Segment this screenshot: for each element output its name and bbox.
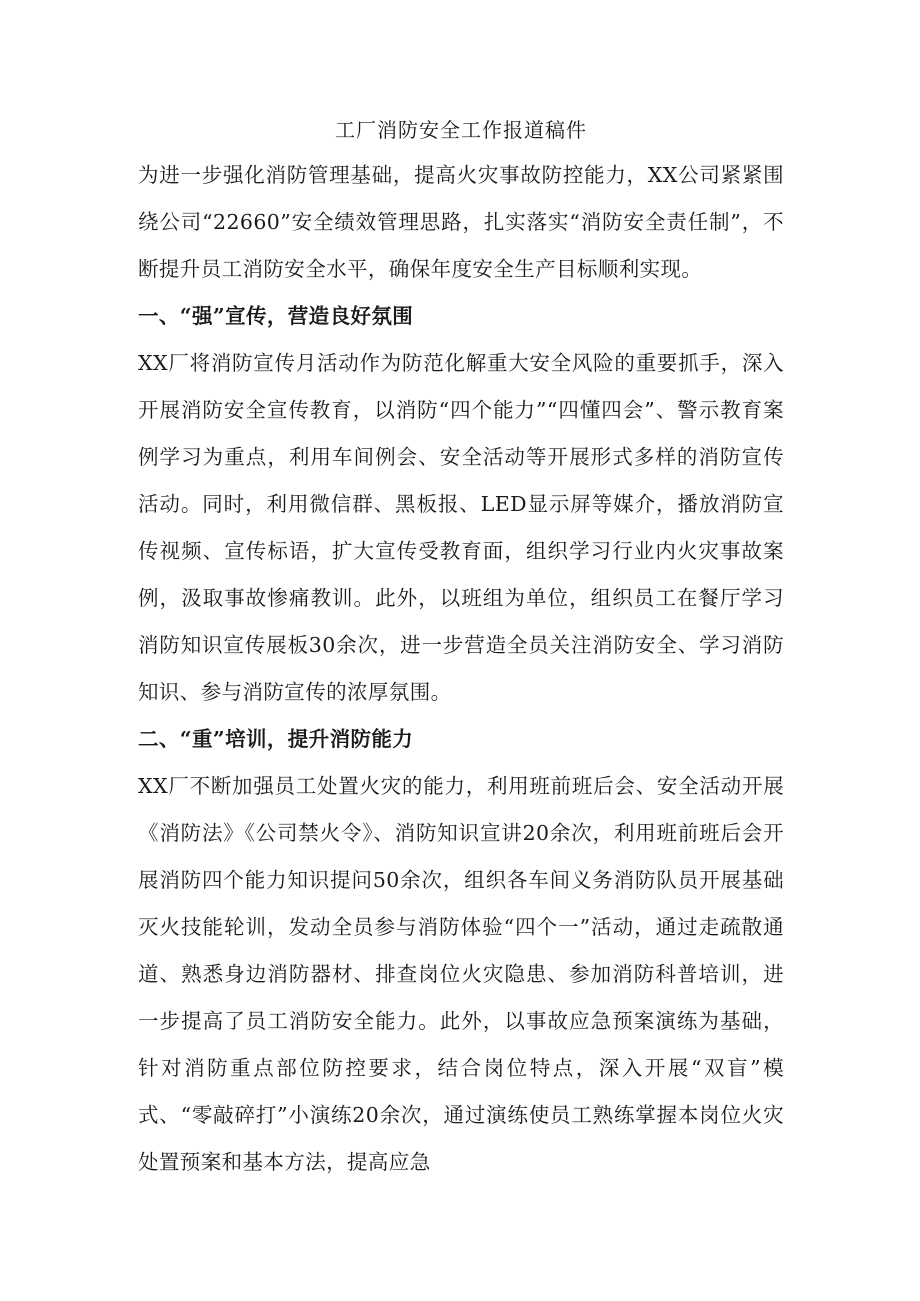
section-heading-1: 一、“强”宣传，营造良好氛围 bbox=[138, 304, 414, 328]
section-body-1: XX厂将消防宣传月活动作为防范化解重大安全风险的重要抓手，深入开展消防安全宣传教育，以消防“四个能力”“四懂四会”、警示教育案例学习为重点，利用车间例会、安全活动等开展形式多样的消防宣传活动。同时，利用微信群、黑板报、LED显示屏等媒介，播放消防宣传视频、宣传标语，扩大宣传受教育面，组织学习行业内火灾事故案例，汲取事故惨痛教训。此外，以班组为单位，组织员工在餐厅学习消防知识宣传展板30余次，进一步营造全员关注消防安全、学习消防知识、参与消防宣传的浓厚氛围。 bbox=[138, 351, 784, 704]
section-body-2: XX厂不断加强员工处置火灾的能力，利用班前班后会、安全活动开展《消防法》《公司禁火令》、消防知识宣讲20余次，利用班前班后会开展消防四个能力知识提问50余次，组织各车间义务消防队员开展基础灭火技能轮训，发动全员参与消防体验“四个一”活动，通过走疏散通道、熟悉身边消防器材、排查岗位火灾隐患、参加消防科普培训，进一步提高了员工消防安全能力。此外，以事故应急预案演练为基础，针对消防重点部位防控要求，结合岗位特点，深入开展“双盲”模式、“零敲碎打”小演练20余次，通过演练使员工熟练掌握本岗位火灾处置预案和基本方法，提高应急 bbox=[138, 774, 784, 1174]
document-title: 工厂消防安全工作报道稿件 bbox=[335, 118, 587, 142]
intro-paragraph: 为进一步强化消防管理基础，提高火灾事故防控能力，XX公司紧紧围绕公司“22660”安全绩效管理思路，扎实落实“消防安全责任制”，不断提升员工消防安全水平，确保年度安全生产目标顺利实现。 bbox=[138, 163, 784, 281]
section-heading-2: 二、“重”培训，提升消防能力 bbox=[138, 727, 414, 751]
